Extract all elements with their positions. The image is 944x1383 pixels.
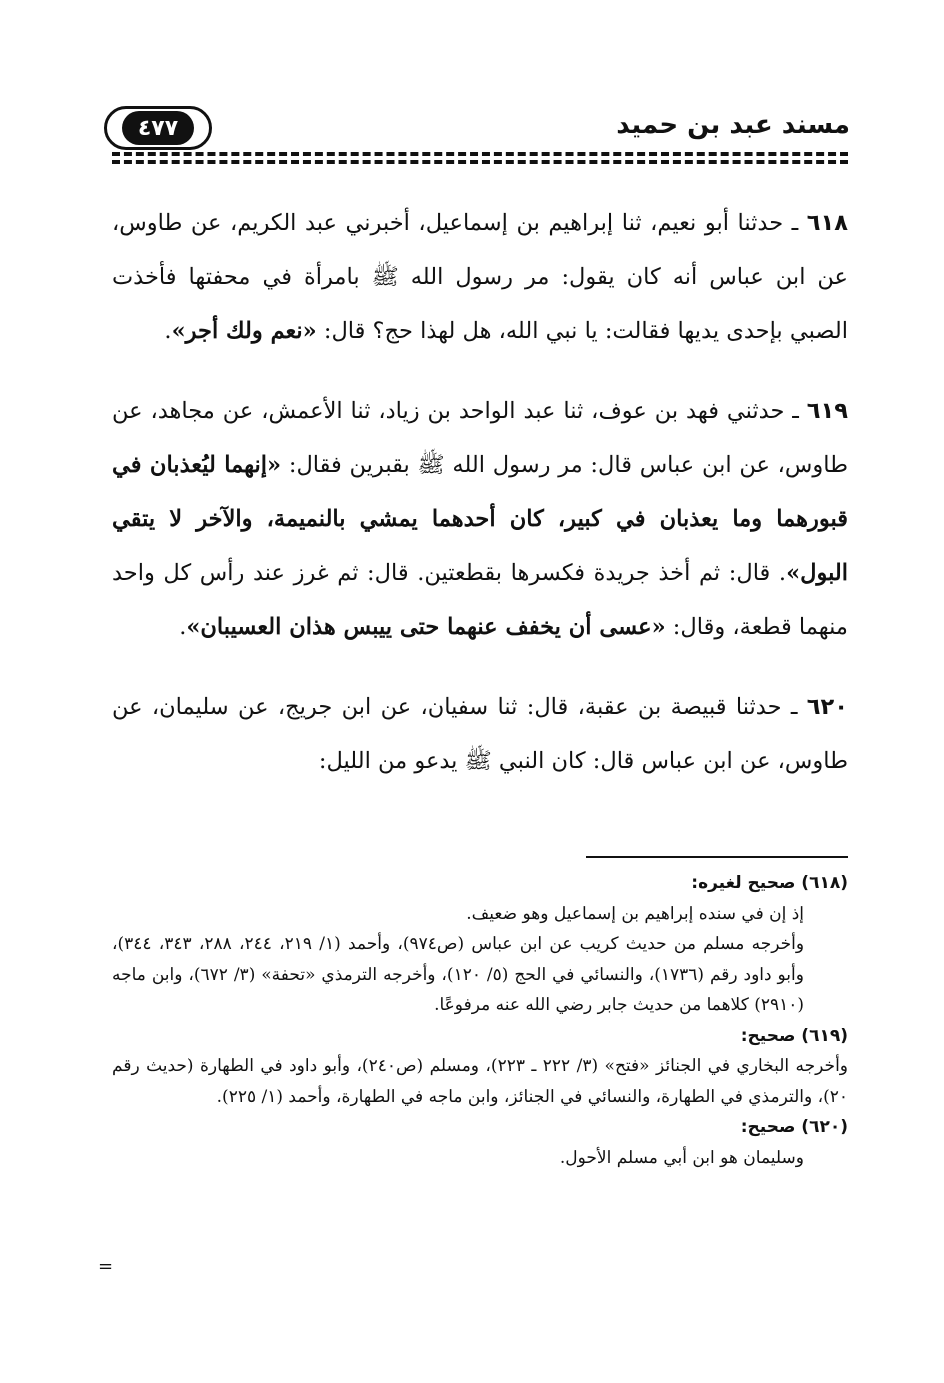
hadith-text: . — [179, 614, 187, 640]
continuation-mark: = — [98, 1256, 114, 1277]
hadith-text: ـ حدثنا قبيصة بن عقبة، قال: ثنا سفيان، عن ابن جريج، عن سليمان، عن طاوس، عن ابن عباس قال: كان النبي ﷺ يدعو من الليل: — [112, 694, 848, 774]
header-rule-bottom — [112, 160, 848, 164]
hadith-618 — [112, 196, 848, 358]
page-number: ٤٧٧ — [122, 111, 194, 145]
hadith-620 — [112, 680, 848, 788]
footnote-619 — [112, 1021, 848, 1113]
hadith-text: ـ حدثني فهد بن عوف، ثنا عبد الواحد بن زياد، ثنا الأعمش، عن مجاهد، عن طاوس، عن ابن عباس قال: مر رسول الله ﷺ بقبرين فقال: — [112, 398, 849, 478]
footnote-618 — [112, 868, 848, 1021]
hadith-quote: «نعم ولك أجر» — [171, 318, 317, 344]
hadith-number: ٦١٨ — [806, 210, 848, 236]
footnote-line: وأخرجه البخاري في الجنائز «فتح» (٣/ ٢٢٢ ـ ٢٢٣)، ومسلم (ص٢٤٠)، وأبو داود في الطهارة (حديث رقم ٢٠)، والترمذي في الطهارة، والنسائي في الجنائز، وابن ماجه في الطهارة، وأحمد (١/ ٢٢٥). — [112, 1056, 848, 1107]
footnote-heading: (٦٢٠) صحيح: — [740, 1117, 848, 1137]
hadith-quote: «إنهما ليُعذبان في قبورهما وما يعذبان في كبير، كان أحدهما يمشي بالنميمة، والآخر لا يتقي البول» — [112, 452, 848, 586]
hadith-number: ٦٢٠ — [806, 694, 848, 720]
footnote-line: وسليمان هو ابن أبي مسلم الأحول. — [559, 1147, 804, 1168]
footnote-line: وأخرجه مسلم من حديث كريب عن ابن عباس (ص٩٧٤)، وأحمد (١/ ٢١٩، ٢٤٤، ٢٨٨، ٣٤٣، ٣٤٤)، وأبو داود رقم (١٧٣٦)، والنسائي في الحج (٥/ ١٢٠)، وأخرجه الترمذي «تحفة» (٣/ ٦٧٢)، وابن ماجه (٢٩١٠) كلاهما من حديث جابر رضي الله عنه مرفوعًا. — [112, 934, 805, 1015]
page-number-badge — [104, 106, 212, 150]
footnotes — [112, 868, 848, 1173]
footnote-line: إذ إن في سنده إبراهيم بن إسماعيل وهو ضعيف. — [466, 903, 804, 924]
main-text — [112, 196, 848, 814]
hadith-text: . قال: ثم أخذ جريدة فكسرها بقطعتين. قال: ثم غرز عند رأس كل واحد منهما قطعة، وقال: — [112, 560, 848, 640]
hadith-quote: «عسى أن يخفف عنهما حتى ييبس هذان العسيبان» — [186, 614, 666, 640]
header-rule-top — [112, 152, 848, 156]
hadith-text: . — [164, 318, 172, 344]
footnote-620 — [112, 1112, 848, 1173]
footnote-heading: (٦١٨) صحيح لغيره: — [691, 873, 848, 893]
footnote-heading: (٦١٩) صحيح: — [740, 1025, 848, 1046]
hadith-text: ـ حدثنا أبو نعيم، ثنا إبراهيم بن إسماعيل، أخبرني عبد الكريم، عن طاوس، عن ابن عباس أنه كان يقول: مر رسول الله ﷺ بامرأة في محفتها فأخذت الصبي بإحدى يديها فقالت: يا نبي الله، هل لهذا حج؟ قال: — [112, 210, 848, 344]
hadith-619 — [112, 384, 848, 654]
hadith-number: ٦١٩ — [806, 398, 848, 424]
footnote-separator — [586, 856, 848, 858]
running-header-title: مسند عبد بن حميد — [616, 110, 850, 140]
